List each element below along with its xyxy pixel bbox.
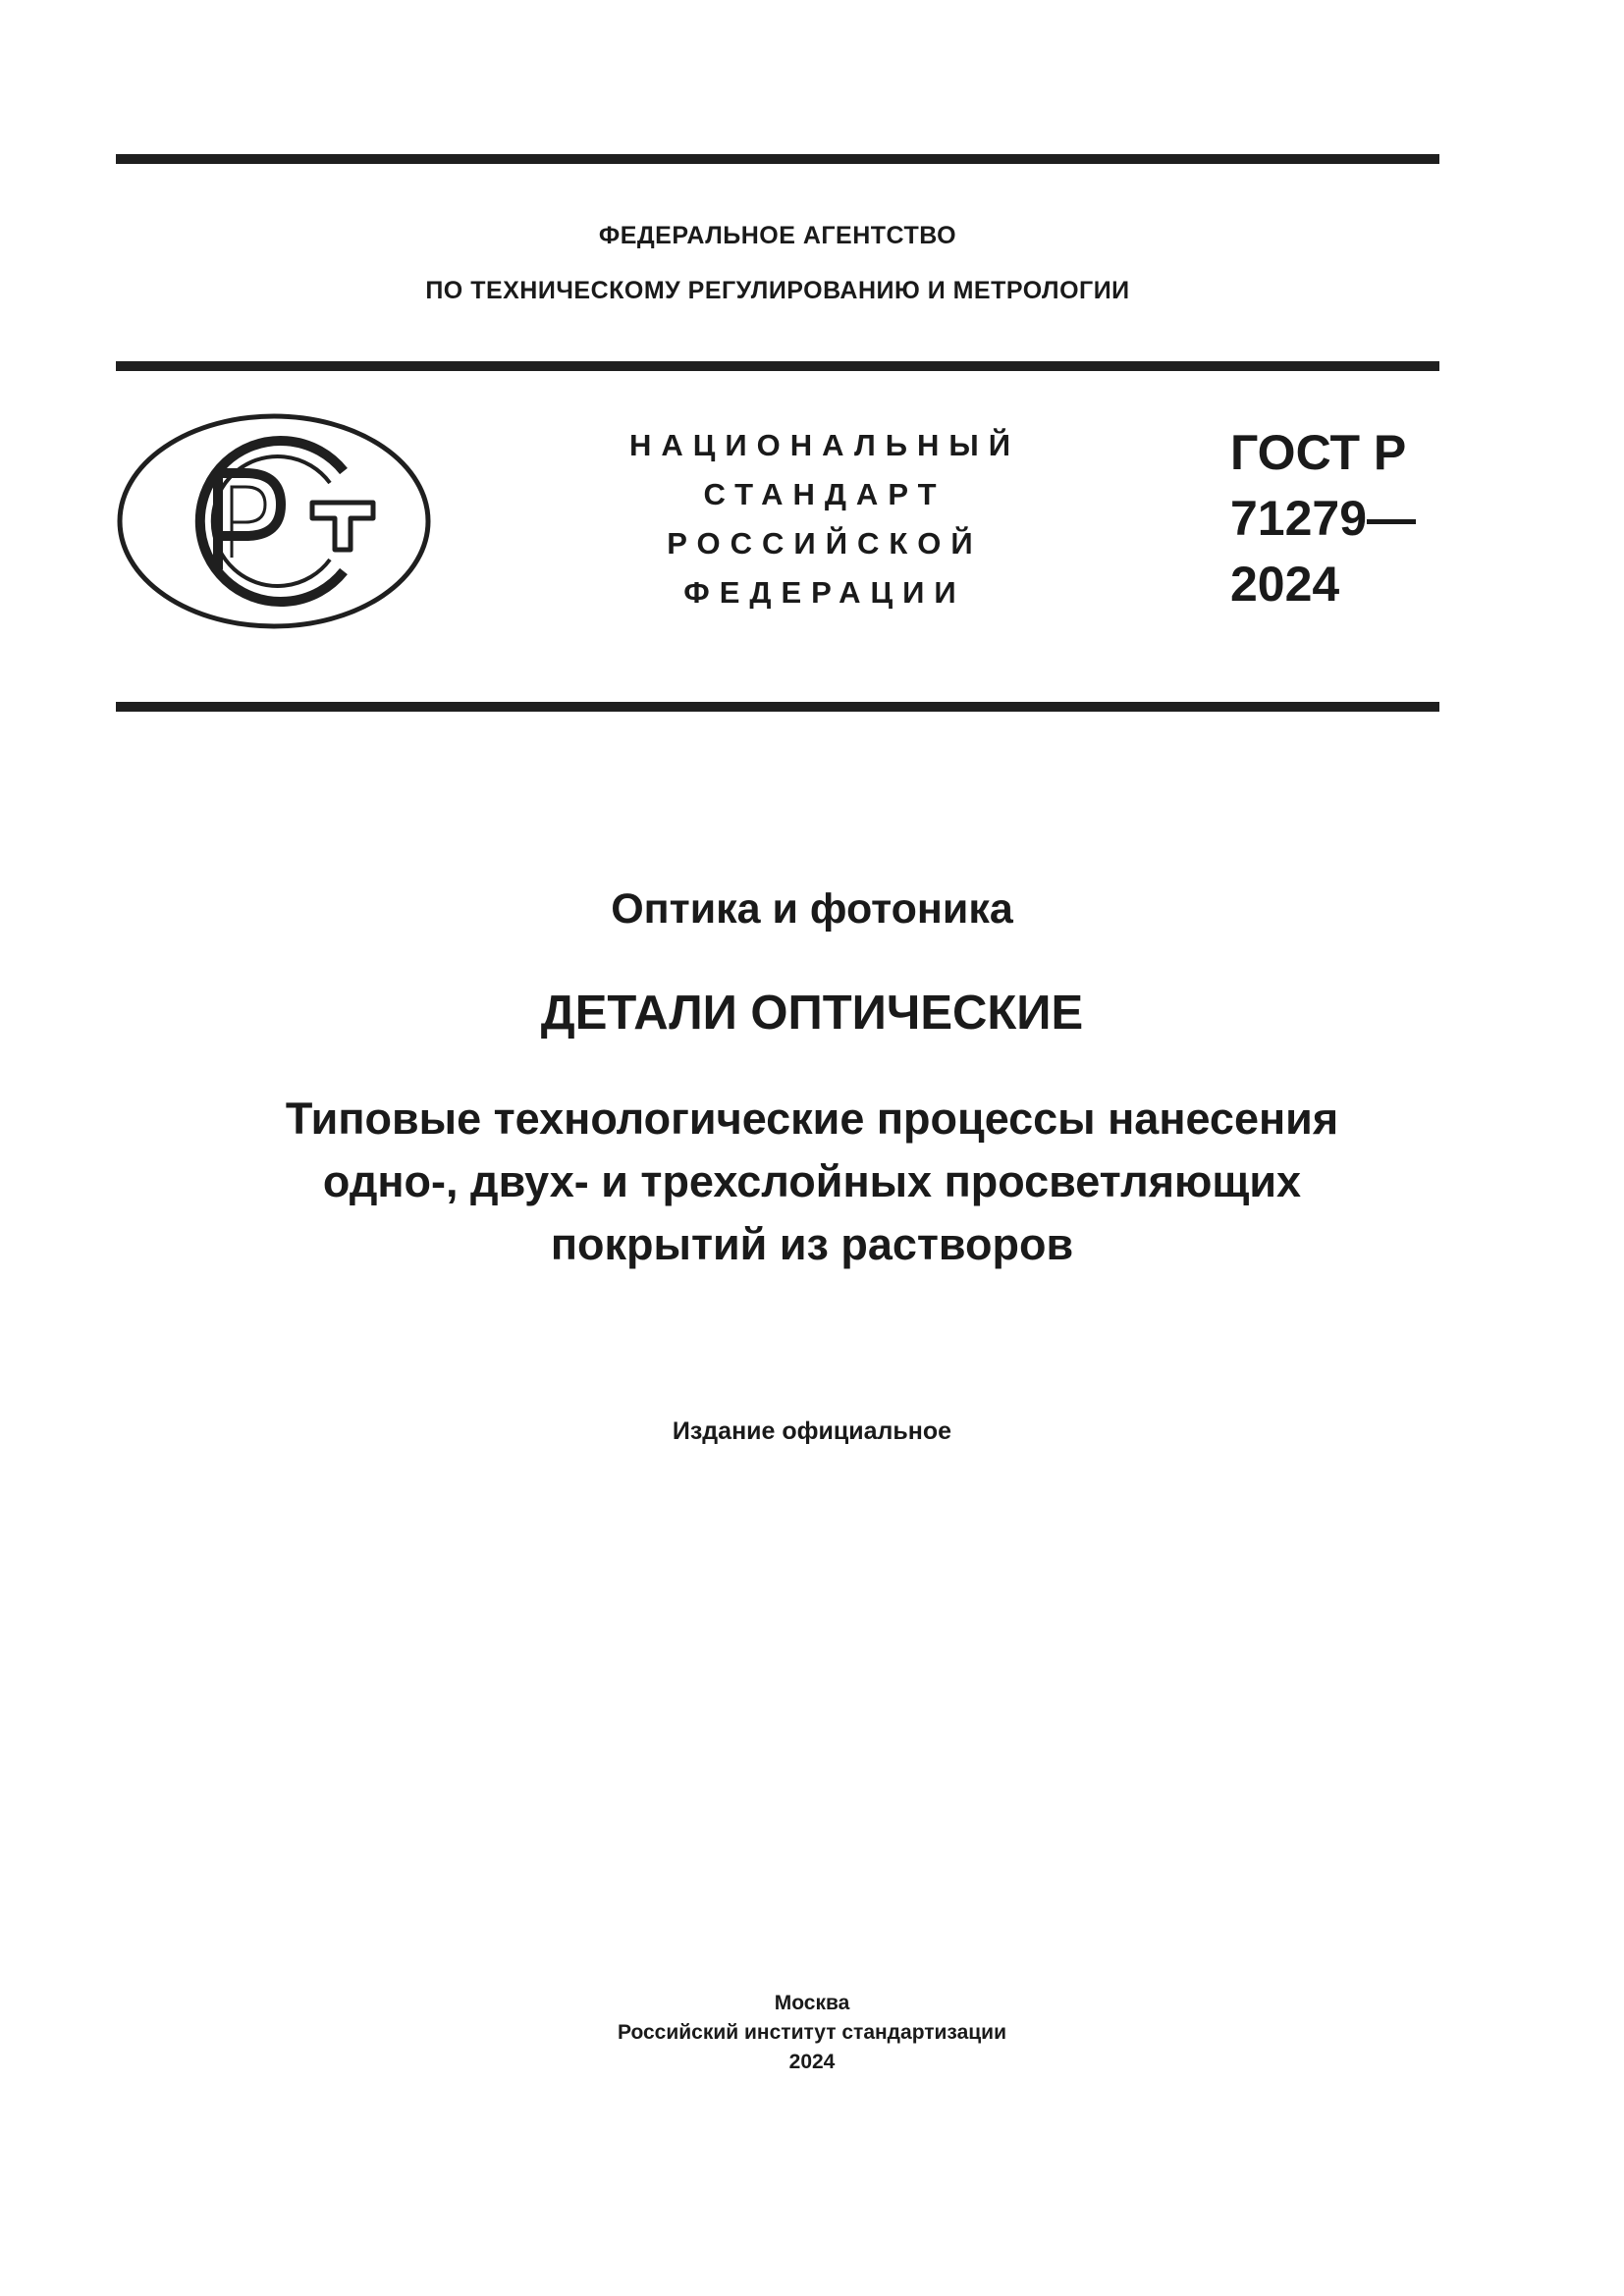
publisher-year: 2024 <box>788 2051 836 2073</box>
publisher-city: Москва <box>774 1992 850 2014</box>
designation-line-3: 2024 <box>1230 557 1340 612</box>
top-rule <box>116 154 1439 164</box>
standard-designation <box>1230 420 1416 617</box>
agency-line-1: ФЕДЕРАЛЬНОЕ АГЕНТСТВО <box>598 222 957 249</box>
national-standard-line-4: ФЕДЕРАЦИИ <box>683 575 966 610</box>
publisher-block <box>116 1989 1508 2077</box>
edition-note: Издание официальное <box>672 1417 952 1445</box>
rst-conformity-mark-icon <box>116 412 432 630</box>
subtitle-line-2: одно-, двух- и трехслойных просветляющих <box>322 1156 1302 1206</box>
header-rule <box>116 361 1439 371</box>
agency-line-2: ПО ТЕХНИЧЕСКОМУ РЕГУЛИРОВАНИЮ И МЕТРОЛОГИИ <box>425 277 1130 304</box>
designation-rule <box>116 702 1439 712</box>
subtitle <box>116 1088 1508 1276</box>
subtitle-line-3: покрытий из растворов <box>550 1219 1074 1269</box>
designation-line-2: 71279— <box>1230 491 1417 546</box>
designation-line-1: ГОСТ Р <box>1230 425 1407 480</box>
national-standard-line-2: СТАНДАРТ <box>703 477 947 511</box>
national-standard-line-3: РОССИЙСКОЙ <box>667 526 983 561</box>
main-title: ДЕТАЛИ ОПТИЧЕСКИЕ <box>540 987 1084 1040</box>
publisher-name: Российский институт стандартизации <box>617 2021 1007 2044</box>
subtitle-line-1: Типовые технологические процессы нанесения <box>285 1094 1339 1144</box>
national-standard-line-1: НАЦИОНАЛЬНЫЙ <box>628 428 1021 462</box>
series-title: Оптика и фотоника <box>611 885 1013 933</box>
